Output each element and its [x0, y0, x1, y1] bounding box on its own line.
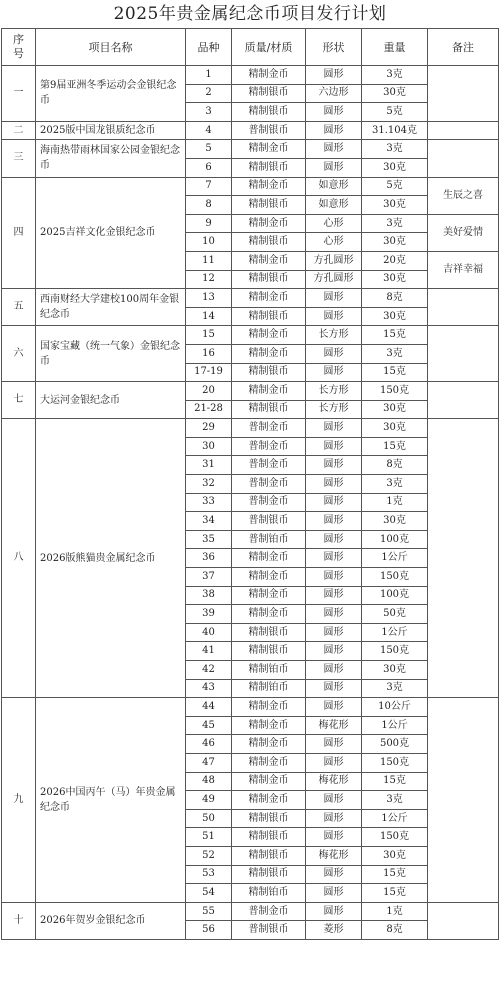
project-index: 五: [2, 289, 36, 326]
table-row: [2, 121, 499, 140]
quality-cell: 精制银币: [232, 642, 306, 661]
table-row: [2, 289, 499, 308]
weight-cell: 100克: [362, 530, 428, 549]
shape-cell: 圆形: [306, 698, 362, 717]
quality-cell: 普制银币: [232, 921, 306, 940]
project-index: 四: [2, 177, 36, 289]
weight-cell: 3克: [362, 344, 428, 363]
quality-cell: 普制金币: [232, 437, 306, 456]
weight-cell: 1公斤: [362, 809, 428, 828]
shape-cell: 圆形: [306, 642, 362, 661]
shape-cell: 圆形: [306, 121, 362, 140]
weight-cell: 15克: [362, 326, 428, 345]
quality-cell: 普制铂币: [232, 530, 306, 549]
shape-cell: 圆形: [306, 363, 362, 382]
variety-cell: 45: [186, 716, 232, 735]
header-idx: [2, 29, 36, 66]
quality-cell: 精制银币: [232, 103, 306, 122]
shape-cell: 圆形: [306, 475, 362, 494]
variety-cell: 49: [186, 791, 232, 810]
quality-cell: 精制银币: [232, 196, 306, 215]
project-name: 第9届亚洲冬季运动会金银纪念币: [36, 66, 186, 122]
variety-cell: 9: [186, 214, 232, 233]
variety-cell: 10: [186, 233, 232, 252]
shape-cell: 圆形: [306, 791, 362, 810]
quality-cell: 精制银币: [232, 828, 306, 847]
header-shape: 形状: [306, 29, 362, 66]
quality-cell: 精制金币: [232, 772, 306, 791]
table-row: [2, 382, 499, 401]
shape-cell: 圆形: [306, 828, 362, 847]
quality-cell: 精制金币: [232, 586, 306, 605]
shape-cell: 圆形: [306, 679, 362, 698]
variety-cell: 30: [186, 437, 232, 456]
project-name: 2026年贺岁金银纪念币: [36, 902, 186, 939]
weight-cell: 15克: [362, 363, 428, 382]
quality-cell: 精制金币: [232, 698, 306, 717]
quality-cell: 精制银币: [232, 846, 306, 865]
variety-cell: 8: [186, 196, 232, 215]
header-quality: 质量/材质: [232, 29, 306, 66]
weight-cell: 30克: [362, 270, 428, 289]
project-index: 二: [2, 121, 36, 140]
weight-cell: 8克: [362, 921, 428, 940]
shape-cell: 菱形: [306, 921, 362, 940]
shape-cell: 圆形: [306, 884, 362, 903]
variety-cell: 56: [186, 921, 232, 940]
shape-cell: 圆形: [306, 289, 362, 308]
shape-cell: 如意形: [306, 196, 362, 215]
project-name: 2026中国丙午（马）年贵金属纪念币: [36, 698, 186, 903]
note-cell: [428, 419, 499, 698]
note-cell: 美好爱情: [428, 214, 499, 251]
variety-cell: 31: [186, 456, 232, 475]
note-cell: [428, 326, 499, 382]
project-index: 七: [2, 382, 36, 419]
quality-cell: 精制金币: [232, 753, 306, 772]
variety-cell: 14: [186, 307, 232, 326]
note-cell: [428, 382, 499, 419]
shape-cell: 圆形: [306, 307, 362, 326]
shape-cell: 圆形: [306, 623, 362, 642]
variety-cell: 7: [186, 177, 232, 196]
shape-cell: 梅花形: [306, 716, 362, 735]
shape-cell: 梅花形: [306, 846, 362, 865]
quality-cell: 精制银币: [232, 158, 306, 177]
table-row: [2, 698, 499, 717]
weight-cell: 30克: [362, 419, 428, 438]
quality-cell: 精制铂币: [232, 679, 306, 698]
quality-cell: 精制银币: [232, 865, 306, 884]
variety-cell: 2: [186, 84, 232, 103]
variety-cell: 39: [186, 605, 232, 624]
variety-cell: 3: [186, 103, 232, 122]
variety-cell: 11: [186, 251, 232, 270]
variety-cell: 47: [186, 753, 232, 772]
variety-cell: 12: [186, 270, 232, 289]
project-index: 三: [2, 140, 36, 177]
header-weight: 重量: [362, 29, 428, 66]
quality-cell: 精制金币: [232, 66, 306, 85]
quality-cell: 精制金币: [232, 289, 306, 308]
weight-cell: 1公斤: [362, 716, 428, 735]
weight-cell: 3克: [362, 66, 428, 85]
quality-cell: 精制金币: [232, 140, 306, 159]
shape-cell: 心形: [306, 214, 362, 233]
note-cell: 吉祥幸福: [428, 251, 499, 288]
variety-cell: 55: [186, 902, 232, 921]
quality-cell: 精制金币: [232, 251, 306, 270]
weight-cell: 30克: [362, 84, 428, 103]
coin-plan-table: [1, 28, 499, 940]
shape-cell: 方孔圆形: [306, 251, 362, 270]
variety-cell: 35: [186, 530, 232, 549]
weight-cell: 1公斤: [362, 549, 428, 568]
project-index: 九: [2, 698, 36, 903]
shape-cell: 圆形: [306, 103, 362, 122]
weight-cell: 31.104克: [362, 121, 428, 140]
quality-cell: 精制银币: [232, 270, 306, 289]
project-name: 西南财经大学建校100周年金银纪念币: [36, 289, 186, 326]
shape-cell: 长方形: [306, 326, 362, 345]
variety-cell: 52: [186, 846, 232, 865]
quality-cell: 精制金币: [232, 326, 306, 345]
weight-cell: 50克: [362, 605, 428, 624]
variety-cell: 53: [186, 865, 232, 884]
variety-cell: 29: [186, 419, 232, 438]
project-name: 2025吉祥文化金银纪念币: [36, 177, 186, 289]
table-body: [2, 66, 499, 940]
weight-cell: 3克: [362, 679, 428, 698]
shape-cell: 圆形: [306, 493, 362, 512]
weight-cell: 30克: [362, 307, 428, 326]
variety-cell: 20: [186, 382, 232, 401]
note-cell: 生辰之喜: [428, 177, 499, 214]
quality-cell: 普制银币: [232, 121, 306, 140]
quality-cell: 普制金币: [232, 902, 306, 921]
note-cell: [428, 66, 499, 122]
variety-cell: 41: [186, 642, 232, 661]
weight-cell: 150克: [362, 568, 428, 587]
weight-cell: 150克: [362, 642, 428, 661]
quality-cell: 精制铂币: [232, 661, 306, 680]
project-name: 2025版中国龙银质纪念币: [36, 121, 186, 140]
variety-cell: 13: [186, 289, 232, 308]
variety-cell: 5: [186, 140, 232, 159]
shape-cell: 圆形: [306, 530, 362, 549]
weight-cell: 8克: [362, 456, 428, 475]
project-index: 十: [2, 902, 36, 939]
variety-cell: 42: [186, 661, 232, 680]
quality-cell: 精制金币: [232, 344, 306, 363]
shape-cell: 圆形: [306, 549, 362, 568]
project-name: 国家宝藏（统一气象）金银纪念币: [36, 326, 186, 382]
table-row: [2, 140, 499, 159]
variety-cell: 16: [186, 344, 232, 363]
quality-cell: 精制银币: [232, 363, 306, 382]
note-cell: [428, 289, 499, 326]
quality-cell: 精制金币: [232, 605, 306, 624]
weight-cell: 1克: [362, 902, 428, 921]
project-name: 海南热带雨林国家公园金银纪念币: [36, 140, 186, 177]
shape-cell: 圆形: [306, 419, 362, 438]
shape-cell: 圆形: [306, 344, 362, 363]
header-variety: 品种: [186, 29, 232, 66]
shape-cell: 圆形: [306, 902, 362, 921]
quality-cell: 精制金币: [232, 177, 306, 196]
variety-cell: 6: [186, 158, 232, 177]
weight-cell: 10公斤: [362, 698, 428, 717]
project-index: 八: [2, 419, 36, 698]
variety-cell: 40: [186, 623, 232, 642]
table-row: [2, 902, 499, 921]
table-row: [2, 66, 499, 85]
header-name: 项目名称: [36, 29, 186, 66]
weight-cell: 15克: [362, 437, 428, 456]
quality-cell: 精制银币: [232, 233, 306, 252]
shape-cell: 圆形: [306, 735, 362, 754]
quality-cell: 普制金币: [232, 456, 306, 475]
variety-cell: 21-28: [186, 400, 232, 419]
page-title: 2025年贵金属纪念币项目发行计划: [113, 4, 387, 24]
quality-cell: 精制金币: [232, 214, 306, 233]
quality-cell: 精制金币: [232, 716, 306, 735]
project-name: 大运河金银纪念币: [36, 382, 186, 419]
project-index: 一: [2, 66, 36, 122]
shape-cell: 圆形: [306, 586, 362, 605]
variety-cell: 15: [186, 326, 232, 345]
quality-cell: 普制金币: [232, 475, 306, 494]
weight-cell: 3克: [362, 475, 428, 494]
shape-cell: 圆形: [306, 753, 362, 772]
shape-cell: 圆形: [306, 456, 362, 475]
project-name: 2026版熊猫贵金属纪念币: [36, 419, 186, 698]
quality-cell: 精制银币: [232, 84, 306, 103]
weight-cell: 15克: [362, 865, 428, 884]
shape-cell: 长方形: [306, 400, 362, 419]
variety-cell: 33: [186, 493, 232, 512]
shape-cell: 圆形: [306, 605, 362, 624]
variety-cell: 43: [186, 679, 232, 698]
weight-cell: 15克: [362, 884, 428, 903]
shape-cell: 心形: [306, 233, 362, 252]
weight-cell: 3克: [362, 214, 428, 233]
table-row: [2, 326, 499, 345]
shape-cell: 圆形: [306, 865, 362, 884]
variety-cell: 54: [186, 884, 232, 903]
weight-cell: 30克: [362, 196, 428, 215]
quality-cell: 精制金币: [232, 568, 306, 587]
shape-cell: 梅花形: [306, 772, 362, 791]
variety-cell: 46: [186, 735, 232, 754]
variety-cell: 51: [186, 828, 232, 847]
weight-cell: 100克: [362, 586, 428, 605]
shape-cell: 圆形: [306, 66, 362, 85]
weight-cell: 20克: [362, 251, 428, 270]
weight-cell: 5克: [362, 177, 428, 196]
variety-cell: 48: [186, 772, 232, 791]
quality-cell: 精制金币: [232, 791, 306, 810]
weight-cell: 150克: [362, 753, 428, 772]
weight-cell: 500克: [362, 735, 428, 754]
shape-cell: 圆形: [306, 809, 362, 828]
quality-cell: 普制金币: [232, 493, 306, 512]
project-index: 六: [2, 326, 36, 382]
variety-cell: 38: [186, 586, 232, 605]
shape-cell: 如意形: [306, 177, 362, 196]
weight-cell: 3克: [362, 791, 428, 810]
weight-cell: 30克: [362, 512, 428, 531]
quality-cell: 精制金币: [232, 549, 306, 568]
weight-cell: 150克: [362, 382, 428, 401]
quality-cell: 精制银币: [232, 400, 306, 419]
weight-cell: 3克: [362, 140, 428, 159]
table-header-row: [2, 29, 499, 66]
variety-cell: 36: [186, 549, 232, 568]
quality-cell: 精制银币: [232, 809, 306, 828]
header-idx-label: 序 号: [13, 33, 24, 60]
weight-cell: 15克: [362, 772, 428, 791]
variety-cell: 17-19: [186, 363, 232, 382]
variety-cell: 44: [186, 698, 232, 717]
quality-cell: 普制金币: [232, 419, 306, 438]
weight-cell: 30克: [362, 661, 428, 680]
variety-cell: 50: [186, 809, 232, 828]
quality-cell: 精制银币: [232, 623, 306, 642]
weight-cell: 1克: [362, 493, 428, 512]
variety-cell: 37: [186, 568, 232, 587]
note-cell: [428, 121, 499, 140]
variety-cell: 32: [186, 475, 232, 494]
note-cell: [428, 902, 499, 939]
weight-cell: 150克: [362, 828, 428, 847]
shape-cell: 圆形: [306, 661, 362, 680]
variety-cell: 34: [186, 512, 232, 531]
weight-cell: 1公斤: [362, 623, 428, 642]
weight-cell: 8克: [362, 289, 428, 308]
quality-cell: 普制银币: [232, 512, 306, 531]
shape-cell: 圆形: [306, 437, 362, 456]
shape-cell: 圆形: [306, 158, 362, 177]
weight-cell: 30克: [362, 158, 428, 177]
shape-cell: 圆形: [306, 512, 362, 531]
table-row: [2, 177, 499, 196]
variety-cell: 1: [186, 66, 232, 85]
shape-cell: 圆形: [306, 140, 362, 159]
shape-cell: 六边形: [306, 84, 362, 103]
quality-cell: 精制金币: [232, 735, 306, 754]
header-note: 备注: [428, 29, 499, 66]
note-cell: [428, 140, 499, 177]
weight-cell: 30克: [362, 846, 428, 865]
shape-cell: 方孔圆形: [306, 270, 362, 289]
table-row: [2, 419, 499, 438]
quality-cell: 精制金币: [232, 382, 306, 401]
weight-cell: 30克: [362, 400, 428, 419]
shape-cell: 长方形: [306, 382, 362, 401]
weight-cell: 5克: [362, 103, 428, 122]
quality-cell: 精制铂币: [232, 884, 306, 903]
shape-cell: 圆形: [306, 568, 362, 587]
note-cell: [428, 698, 499, 903]
quality-cell: 精制银币: [232, 307, 306, 326]
weight-cell: 30克: [362, 233, 428, 252]
variety-cell: 4: [186, 121, 232, 140]
